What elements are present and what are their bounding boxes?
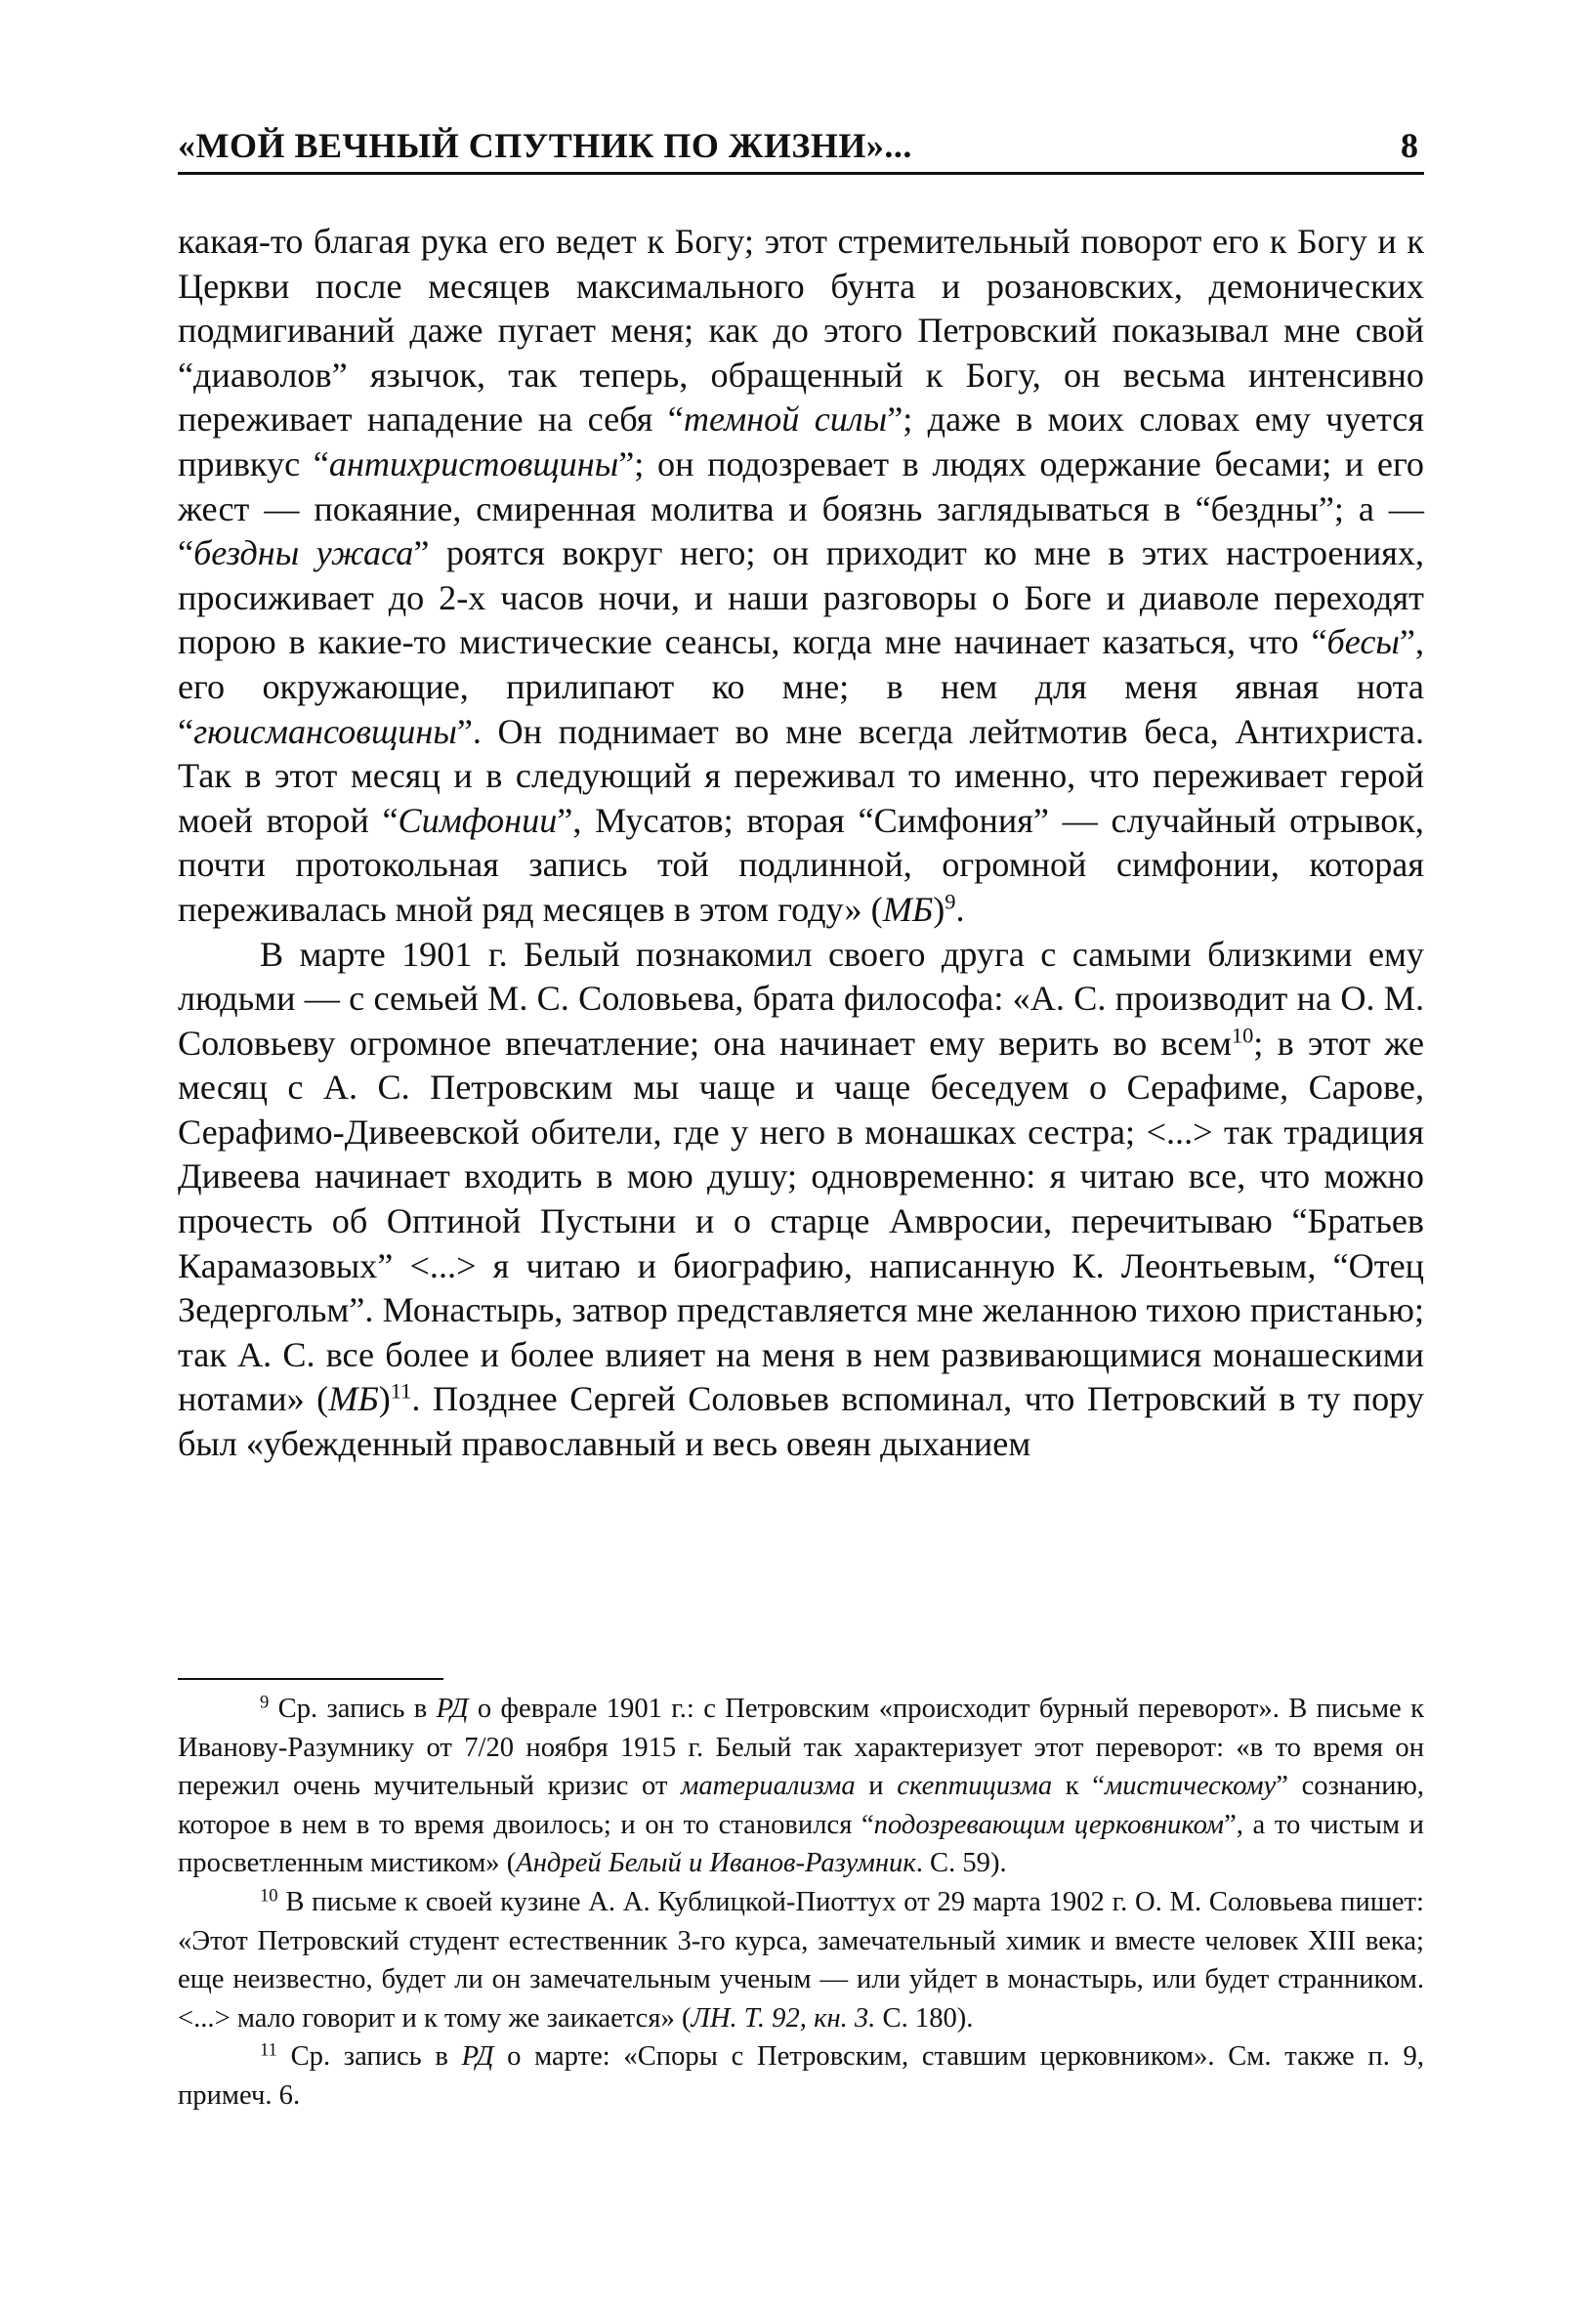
italic-run: МБ <box>328 1379 379 1419</box>
text-run: С. 180). <box>875 2002 974 2034</box>
italic-run: подозревающим церковником <box>873 1809 1225 1840</box>
running-title: «МОЙ ВЕЧНЫЙ СПУТНИК ПО ЖИЗНИ»... <box>178 126 912 165</box>
italic-run: гюисмансовщины <box>193 711 457 751</box>
footnote-number: 11 <box>260 2040 277 2062</box>
page-number: 8 <box>1401 126 1418 165</box>
text-run: ”; даже в моих словах ему чуется привкус “ <box>178 399 1424 483</box>
italic-run: скептицизма <box>897 1771 1053 1802</box>
text-run: какая-то благая рука его ведет к Богу; этот стремительный поворот его к Богу и к Церкви после месяцев максимального бунта и розановских, демонических подмигиваний даже пугает меня; как до этого Петровский показывал мне свой “диаволов” язычок, так теперь, обращенный к Богу, он весьма интенсивно переживает нападение на себя “ <box>178 222 1424 440</box>
text-run: ”, его окружающие, прилипают ко мне; в нем для меня явная нота “ <box>178 622 1424 751</box>
text-run: . <box>955 889 965 929</box>
italic-run: РД <box>436 1694 469 1724</box>
text-run: ” роятся вокруг него; он приходит ко мне в этих настроениях, просиживает до 2-х часов ночи, и наши разговоры о Боге и диаволе переходят порою в какие-то мистические сеансы, когда мне начинает казаться, что “ <box>178 533 1424 662</box>
footnote-number: 9 <box>260 1692 270 1713</box>
italic-run: МБ <box>882 889 934 929</box>
italic-run: бездны ужаса <box>193 533 414 573</box>
text-run: В письме к своей кузине А. А. Кублицкой-Пиоттух от 29 марта 1902 г. О. М. Соловьева пишет: «Этот Петровский студент естественник 3-го курса, замечательный химик и вместе человек XIII века; еще неизвестно, будет ли он замечательным ученым — или уйдет в монастырь, или будет странником. <...> мало говорит и к тому же заикается» ( <box>178 1886 1424 2034</box>
italic-run: мистическому <box>1105 1771 1277 1802</box>
italic-run: антихристовщины <box>328 443 619 483</box>
text-run: ) <box>933 889 945 929</box>
footnote-ref-9[interactable]: 9 <box>945 889 956 914</box>
running-head <box>178 105 1424 175</box>
footnote-9 <box>178 1690 1424 1883</box>
text-run: В марте 1901 г. Белый познакомил своего друга с самыми близкими ему людьми — с семьей М. С. Соловьева, брата философа: «А. С. производит на О. М. Соловьеву огромное впечатление; она начинает ему верить во всем <box>178 934 1424 1063</box>
text-run: ” сознанию, которое в нем в то время двоилось; и он то становился “ <box>178 1771 1425 1840</box>
footnote-separator <box>178 1678 443 1680</box>
text-run: ”. Он поднимает во мне всегда лейтмотив беса, Антихриста. Так в этот месяц и в следующий я переживал то именно, что переживает герой моей второй “ <box>178 711 1424 840</box>
footnote-number: 10 <box>260 1885 278 1907</box>
italic-run: ЛН. Т. 92, кн. 3. <box>691 2002 876 2034</box>
text-run: . Позднее Сергей Соловьев вспоминал, что Петровский в ту пору был «убежденный православный и весь овеян дыханием <box>178 1379 1424 1464</box>
paragraph-2 <box>178 933 1424 1467</box>
italic-run: Андрей Белый и Иванов-Разумник <box>516 1848 916 1879</box>
text-run: ”, Мусатов; вторая “Симфония” — случайный отрывок, почти протокольная запись той подлинной, огромной симфонии, которая переживалась мной ряд месяцев в этом году» ( <box>178 800 1424 929</box>
footnote-ref-11[interactable]: 11 <box>390 1379 412 1405</box>
main-text <box>178 220 1424 1467</box>
text-run: . С. 59). <box>915 1848 1007 1879</box>
footnote-ref-10[interactable]: 10 <box>1231 1023 1254 1048</box>
text-run: Ср. запись в <box>269 1694 437 1724</box>
italic-run: РД <box>461 2041 494 2073</box>
text-run: ) <box>378 1379 391 1419</box>
footnotes <box>178 1690 1424 2116</box>
text-run: к “ <box>1052 1771 1106 1802</box>
footnote-10 <box>178 1883 1424 2037</box>
text-run: Ср. запись в <box>276 2041 462 2073</box>
italic-run: материализма <box>681 1771 856 1802</box>
paragraph-1 <box>178 220 1424 933</box>
text-run: ”; он подозревает в людях одержание бесами; и его жест — покаяние, смиренная молитва и боязнь заглядываться в “бездны”; а — “ <box>178 443 1425 573</box>
text-run: о марте: «Споры с Петровским, ставшим церковником». См. также п. 9, примеч. 6. <box>178 2041 1424 2111</box>
text-run: и <box>855 1771 898 1802</box>
italic-run: Симфонии <box>398 800 558 840</box>
italic-run: темной силы <box>683 399 888 440</box>
text-run: ; в этот же месяц с А. С. Петровским мы чаще и чаще беседуем о Серафиме, Сарове, Серафимо-Дивеевской обители, где у него в монашках сестра; <...> так традиция Дивеева начинает входить в мою душу; одновременно: я читаю все, что можно прочесть об Оптиной Пустыни и о старце Амвросии, перечитываю “Братьев Карамазовых” <...> я читаю и биографию, написанную К. Леонтьевым, “Отец Зедергольм”. Монастырь, затвор представляется мне желанною тихою пристанью; так А. С. все более и более влияет на меня в нем развивающимися монашескими нотами» ( <box>178 1023 1425 1419</box>
text-run: ”, а то чистым и просветленным мистиком» ( <box>178 1809 1424 1879</box>
italic-run: бесы <box>1326 622 1400 662</box>
footnote-11 <box>178 2037 1424 2115</box>
text-run: о феврале 1901 г.: с Петровским «происходит бурный переворот». В письме к Иванову-Разумнику от 7/20 ноября 1915 г. Белый так характеризует этот переворот: «в то время он пережил очень мучительный кризис от <box>178 1694 1424 1802</box>
